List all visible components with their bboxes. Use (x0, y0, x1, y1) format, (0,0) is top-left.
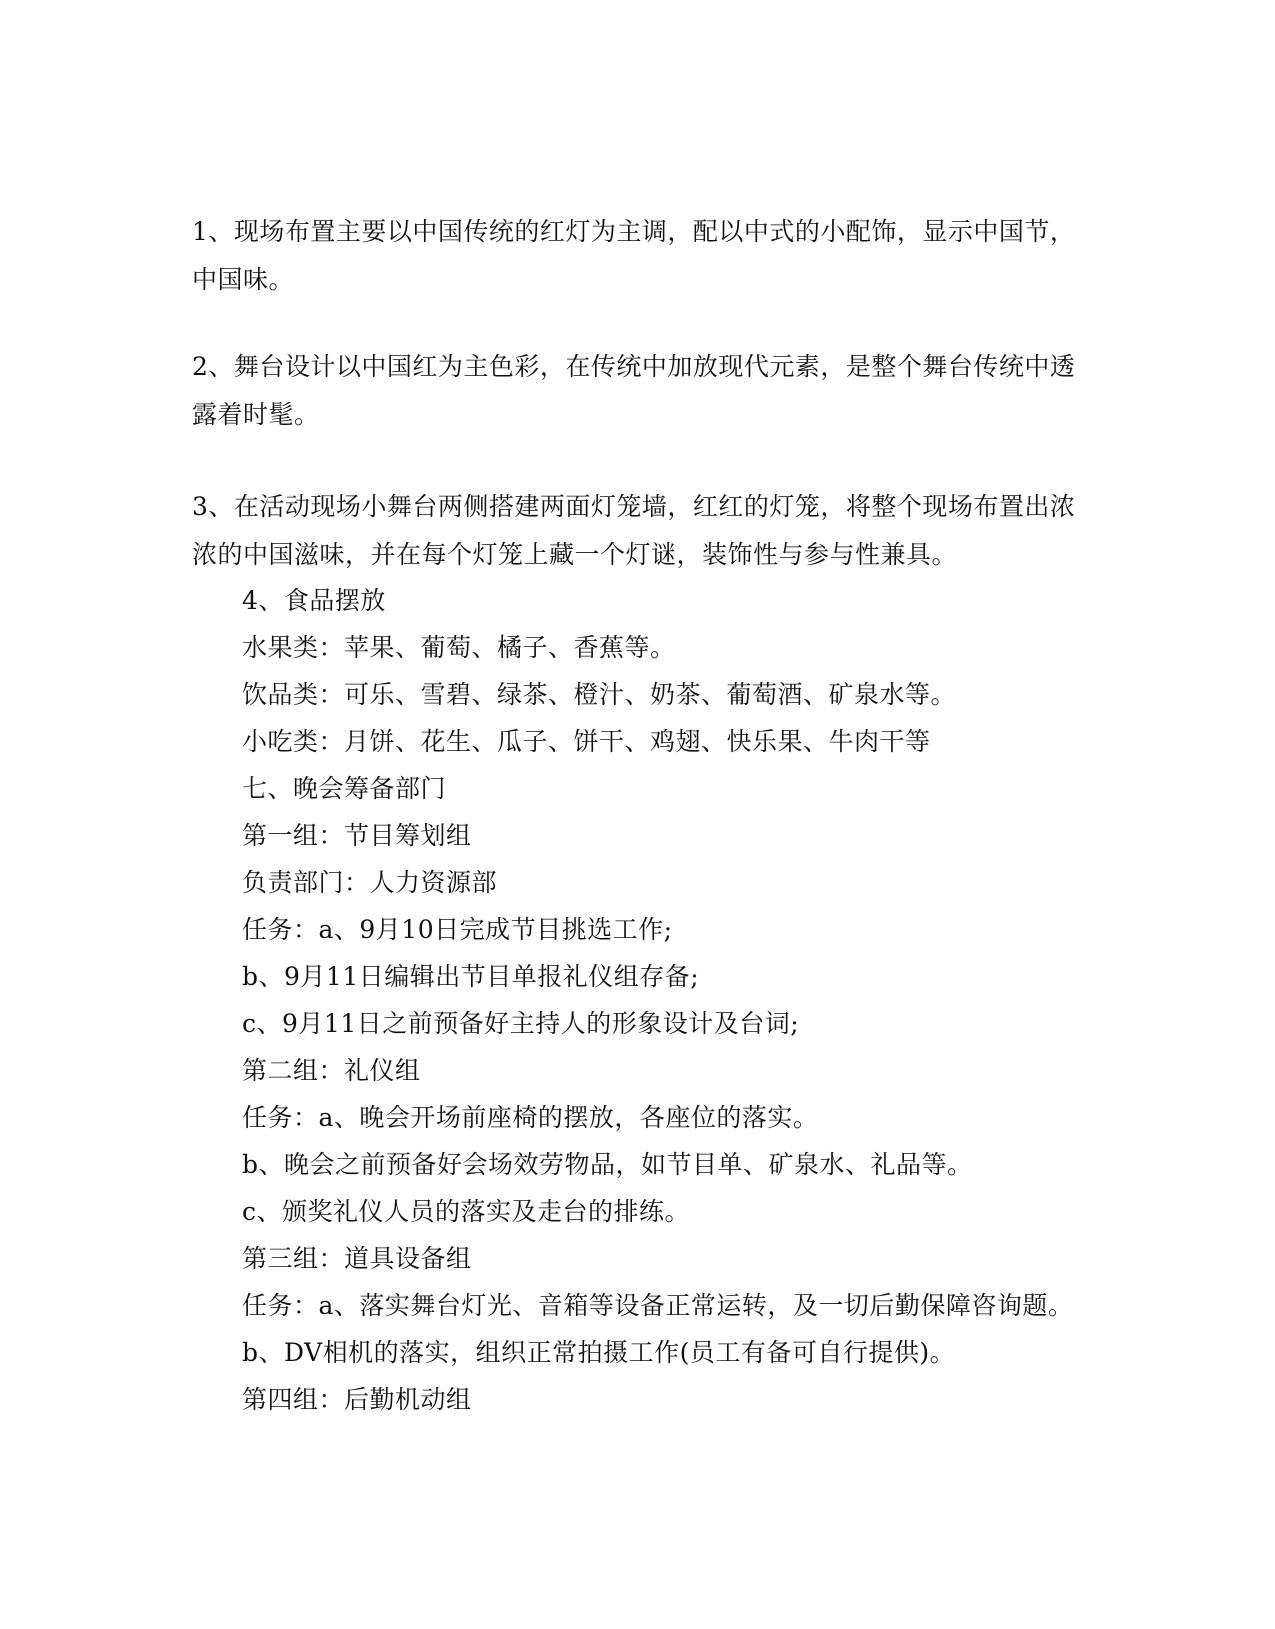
line-group-four: 第四组：后勤机动组 (242, 1385, 472, 1414)
line-snacks: 小吃类：月饼、花生、瓜子、饼干、鸡翅、快乐果、牛肉干等 (242, 727, 931, 756)
line-group-one: 第一组：节目筹划组 (242, 821, 472, 850)
paragraph-3: 3、在活动现场小舞台两侧搭建两面灯笼墙，红红的灯笼，将整个现场布置出浓浓的中国滋味，并在每个灯笼上藏一个灯谜，装饰性与参与性兼具。 (192, 492, 1076, 569)
line-task-3a: 任务：a、落实舞台灯光、音箱等设备正常运转，及一切后勤保障咨询题。 (242, 1291, 1074, 1320)
line-task-2b: b、晚会之前预备好会场效劳物品，如节目单、矿泉水、礼品等。 (242, 1150, 973, 1179)
line-task-1c: c、9月11日之前预备好主持人的形象设计及台词; (242, 1009, 800, 1038)
line-task-3b: b、DV相机的落实，组织正常拍摄工作(员工有备可自行提供)。 (242, 1338, 956, 1367)
line-task-1a: 任务：a、9月10日完成节目挑选工作; (242, 915, 673, 944)
paragraph-2: 2、舞台设计以中国红为主色彩，在传统中加放现代元素，是整个舞台传统中透露着时髦。 (192, 352, 1076, 429)
paragraph-1: 1、现场布置主要以中国传统的红灯为主调，配以中式的小配饰，显示中国节，中国味。 (192, 217, 1076, 294)
line-drinks: 饮品类：可乐、雪碧、绿茶、橙汁、奶茶、葡萄酒、矿泉水等。 (242, 680, 957, 709)
line-group-two: 第二组：礼仪组 (242, 1056, 421, 1085)
line-task-2a: 任务：a、晚会开场前座椅的摆放，各座位的落实。 (242, 1103, 819, 1132)
line-food-heading: 4、食品摆放 (242, 586, 386, 615)
line-task-1b: b、9月11日编辑出节目单报礼仪组存备; (242, 962, 700, 991)
line-group-three: 第三组：道具设备组 (242, 1244, 472, 1273)
line-dept: 负责部门：人力资源部 (242, 868, 498, 897)
line-task-2c: c、颁奖礼仪人员的落实及走台的排练。 (242, 1197, 691, 1226)
line-section-seven: 七、晚会筹备部门 (242, 774, 447, 803)
line-fruits: 水果类：苹果、葡萄、橘子、香蕉等。 (242, 633, 676, 662)
